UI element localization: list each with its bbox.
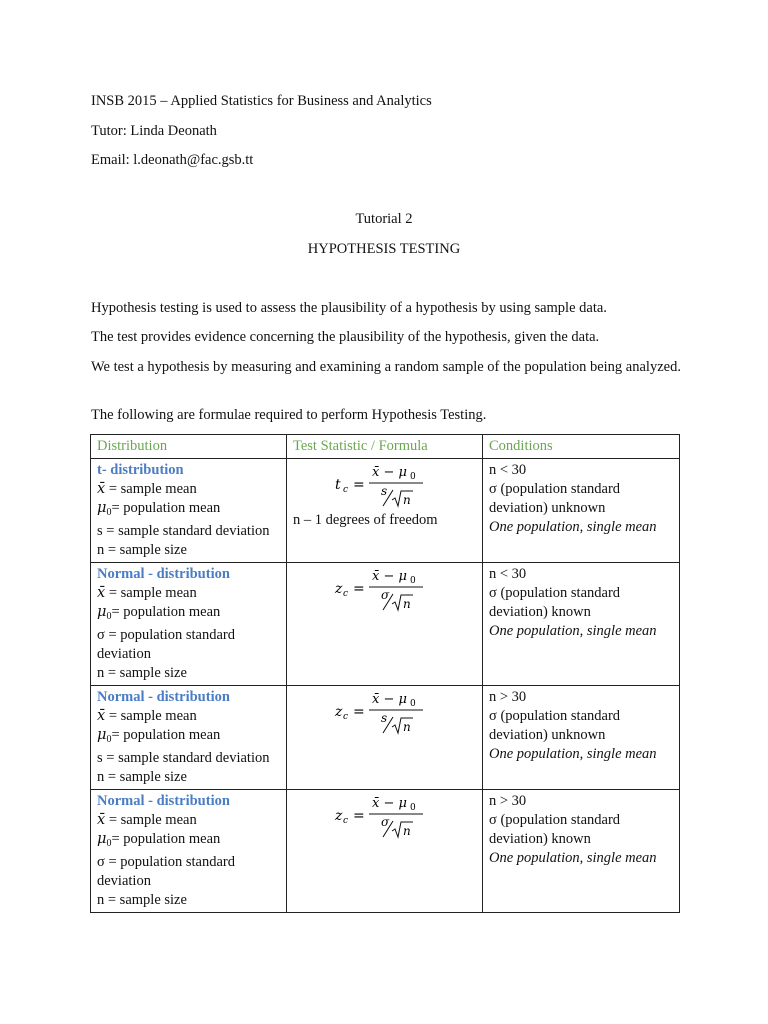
- condition-scope: One population, single mean: [489, 623, 657, 639]
- formula-numerator: x̄ − μ: [372, 692, 407, 707]
- formula-numerator-subscript: 0: [410, 699, 416, 709]
- table-row-3: [91, 686, 680, 790]
- intro-paragraph-1: Hypothesis testing is used to assess the plausibility of a hypothesis by using sample data.: [91, 300, 607, 316]
- formula-denominator: σ: [381, 815, 390, 829]
- formula-numerator: x̄ − μ: [372, 796, 407, 811]
- definition-mu0: $\mu_0=$ population mean: [97, 604, 221, 622]
- condition-sample-size: n < 30: [489, 566, 527, 582]
- table-row-4: [91, 790, 680, 913]
- formula-graphic: [333, 689, 433, 735]
- formula-equals-sign: =: [353, 704, 365, 720]
- formula-table: [90, 434, 680, 913]
- distribution-cell: [91, 790, 287, 913]
- condition-sample-size: n > 30: [489, 793, 527, 809]
- formula-cell: [287, 686, 483, 790]
- condition-scope: One population, single mean: [489, 850, 657, 866]
- email-line: Email: l.deonath@fac.gsb.tt: [91, 152, 254, 168]
- intro-paragraph-4: The following are formulae required to perform Hypothesis Testing.: [91, 407, 487, 423]
- intro-paragraph-2: The test provides evidence concerning the plausibility of the hypothesis, given the data.: [91, 329, 600, 345]
- table-row-1: [91, 459, 680, 563]
- condition-sigma: σ (population standard deviation) known: [489, 585, 621, 620]
- formula-equals-sign: =: [353, 477, 365, 493]
- definition-xbar: x̄ = sample mean: [97, 708, 197, 724]
- distribution-name: t- distribution: [97, 462, 184, 478]
- formula-root-argument: n: [403, 824, 411, 838]
- condition-sigma: σ (population standard deviation) unknown: [489, 708, 621, 743]
- distribution-cell: [91, 563, 287, 686]
- topic-heading: HYPOTHESIS TESTING: [307, 241, 461, 257]
- formula-statistic-subscript: c: [343, 485, 349, 495]
- formula-statistic: z: [335, 581, 343, 597]
- distribution-name: Normal - distribution: [97, 566, 230, 582]
- condition-sample-size: n < 30: [489, 462, 527, 478]
- definition-xbar: x̄ = sample mean: [97, 585, 197, 601]
- distribution-cell: [91, 686, 287, 790]
- definition-n: n = sample size: [97, 892, 187, 908]
- tutorial-number: Tutorial 2: [355, 211, 413, 227]
- distribution-cell: [91, 459, 287, 563]
- formula-root-argument: n: [403, 720, 411, 734]
- formula-statistic-subscript: c: [343, 712, 349, 722]
- formula-numerator-subscript: 0: [410, 472, 416, 482]
- formula-graphic: [333, 462, 433, 508]
- formula-cell: [287, 563, 483, 686]
- distribution-name: Normal - distribution: [97, 793, 230, 809]
- definition-mu0: $\mu_0=$ population mean: [97, 500, 221, 518]
- test-statistic-formula: [293, 461, 476, 509]
- formula-denominator: s: [381, 484, 388, 498]
- formula-graphic: [333, 793, 433, 839]
- test-statistic-formula: [293, 688, 476, 736]
- formula-statistic: t: [335, 477, 341, 493]
- definition-n: n = sample size: [97, 542, 187, 558]
- test-statistic-formula: [293, 792, 476, 840]
- formula-statistic: z: [335, 704, 343, 720]
- definition-n: n = sample size: [97, 769, 187, 785]
- definition-xbar: x̄ = sample mean: [97, 812, 197, 828]
- conditions-cell: [483, 790, 680, 913]
- condition-sigma: σ (population standard deviation) unknown: [489, 481, 621, 516]
- header-test-statistic: Test Statistic / Formula: [287, 435, 483, 459]
- formula-statistic-subscript: c: [343, 816, 349, 826]
- formula-denominator: s: [381, 711, 388, 725]
- conditions-cell: [483, 459, 680, 563]
- intro-paragraph-3: We test a hypothesis by measuring and examining a random sample of the population being analyzed.: [91, 359, 681, 375]
- header-conditions: Conditions: [483, 435, 680, 459]
- formula-root-argument: n: [403, 597, 411, 611]
- course-title: INSB 2015 – Applied Statistics for Business and Analytics: [91, 93, 432, 109]
- condition-sample-size: n > 30: [489, 689, 527, 705]
- formula-numerator-subscript: 0: [410, 803, 416, 813]
- formula-numerator: x̄ − μ: [372, 465, 407, 480]
- definition-deviation: σ = population standard deviation: [97, 854, 236, 889]
- distribution-name: Normal - distribution: [97, 689, 230, 705]
- definition-deviation: s = sample standard deviation: [97, 523, 270, 539]
- definition-n: n = sample size: [97, 665, 187, 681]
- condition-scope: One population, single mean: [489, 519, 657, 535]
- formula-statistic: z: [335, 808, 343, 824]
- table-body: [91, 459, 680, 913]
- header-distribution: Distribution: [91, 435, 287, 459]
- degrees-of-freedom-note: n – 1 degrees of freedom: [293, 512, 438, 528]
- conditions-cell: [483, 563, 680, 686]
- formula-numerator: x̄ − μ: [372, 569, 407, 584]
- definition-xbar: x̄ = sample mean: [97, 481, 197, 497]
- formula-numerator-subscript: 0: [410, 576, 416, 586]
- conditions-cell: [483, 686, 680, 790]
- test-statistic-formula: [293, 565, 476, 613]
- definition-deviation: s = sample standard deviation: [97, 750, 270, 766]
- formula-root-argument: n: [403, 493, 411, 507]
- condition-scope: One population, single mean: [489, 746, 657, 762]
- formula-cell: [287, 790, 483, 913]
- formula-cell: [287, 459, 483, 563]
- formula-equals-sign: =: [353, 581, 365, 597]
- table-row-2: [91, 563, 680, 686]
- formula-statistic-subscript: c: [343, 589, 349, 599]
- tutor-line: Tutor: Linda Deonath: [91, 123, 217, 139]
- condition-sigma: σ (population standard deviation) known: [489, 812, 621, 847]
- formula-graphic: [333, 566, 433, 612]
- definition-deviation: σ = population standard deviation: [97, 627, 236, 662]
- definition-mu0: $\mu_0=$ population mean: [97, 727, 221, 745]
- definition-mu0: $\mu_0=$ population mean: [97, 831, 221, 849]
- formula-equals-sign: =: [353, 808, 365, 824]
- table-header-row: [91, 435, 680, 459]
- formula-denominator: σ: [381, 588, 390, 602]
